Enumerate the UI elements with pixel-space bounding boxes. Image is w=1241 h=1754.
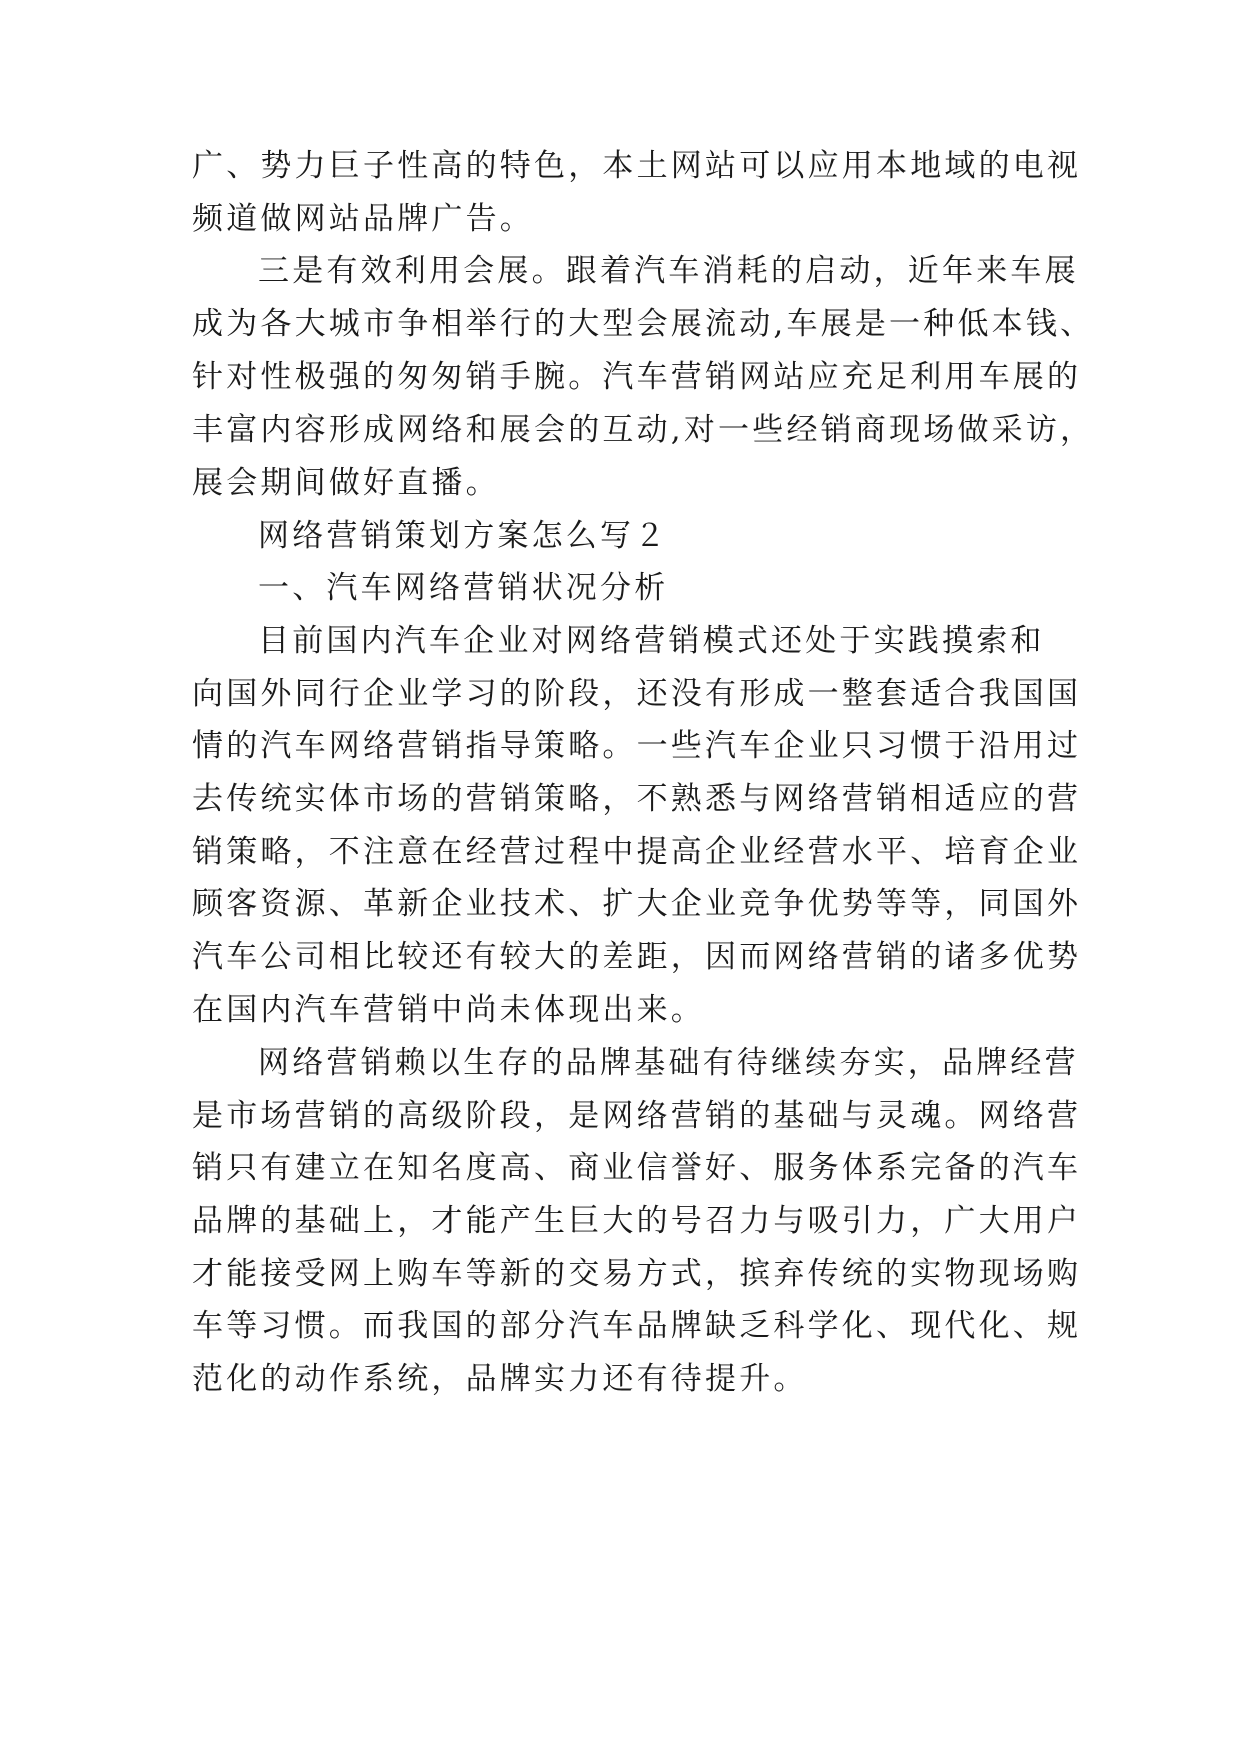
- text-line: 车等习惯。而我国的部分汽车品牌缺乏科学化、现代化、规: [192, 1308, 1082, 1344]
- paragraph-first-line: 网络营销赖以生存的品牌基础有待继续夯实，品牌经营: [258, 1045, 1079, 1081]
- text-line: 汽车公司相比较还有较大的差距，因而网络营销的诸多优势: [192, 939, 1082, 975]
- text-line: 在国内汽车营销中尚未体现出来。: [192, 992, 705, 1028]
- text-line: 丰富内容形成网络和展会的互动,对一些经销商现场做采访，: [192, 412, 1095, 448]
- text-line: 情的汽车网络营销指导策略。一些汽车企业只习惯于沿用过: [192, 728, 1082, 764]
- text-line: 才能接受网上购车等新的交易方式，摈弃传统的实物现场购: [192, 1256, 1082, 1292]
- paragraph-first-line: 目前国内汽车企业对网络营销模式还处于实践摸索和: [258, 623, 1045, 659]
- section-title: 网络营销策划方案怎么写２: [258, 518, 669, 554]
- text-line: 展会期间做好直播。: [192, 465, 500, 501]
- text-line: 成为各大城市争相举行的大型会展流动,车展是一种低本钱、: [192, 306, 1095, 342]
- text-line: 广、势力巨子性高的特色，本土网站可以应用本地域的电视: [192, 148, 1082, 184]
- paragraph-first-line: 三是有效利用会展。跟着汽车消耗的启动，近年来车展: [258, 253, 1079, 289]
- text-line: 范化的动作系统，品牌实力还有待提升。: [192, 1361, 808, 1397]
- text-line: 顾客资源、革新企业技术、扩大企业竞争优势等等，同国外: [192, 886, 1082, 922]
- text-line: 去传统实体市场的营销策略，不熟悉与网络营销相适应的营: [192, 781, 1082, 817]
- text-line: 品牌的基础上，才能产生巨大的号召力与吸引力，广大用户: [192, 1203, 1082, 1239]
- text-line: 针对性极强的匆匆销手腕。汽车营销网站应充足利用车展的: [192, 359, 1082, 395]
- section-heading: 一、汽车网络营销状况分析: [258, 570, 669, 606]
- text-line: 销策略，不注意在经营过程中提高企业经营水平、培育企业: [192, 834, 1082, 870]
- text-line: 销只有建立在知名度高、商业信誉好、服务体系完备的汽车: [192, 1150, 1082, 1186]
- text-line: 是市场营销的高级阶段，是网络营销的基础与灵魂。网络营: [192, 1098, 1082, 1134]
- text-line: 频道做网站品牌广告。: [192, 201, 534, 237]
- text-line: 向国外同行企业学习的阶段，还没有形成一整套适合我国国: [192, 676, 1082, 712]
